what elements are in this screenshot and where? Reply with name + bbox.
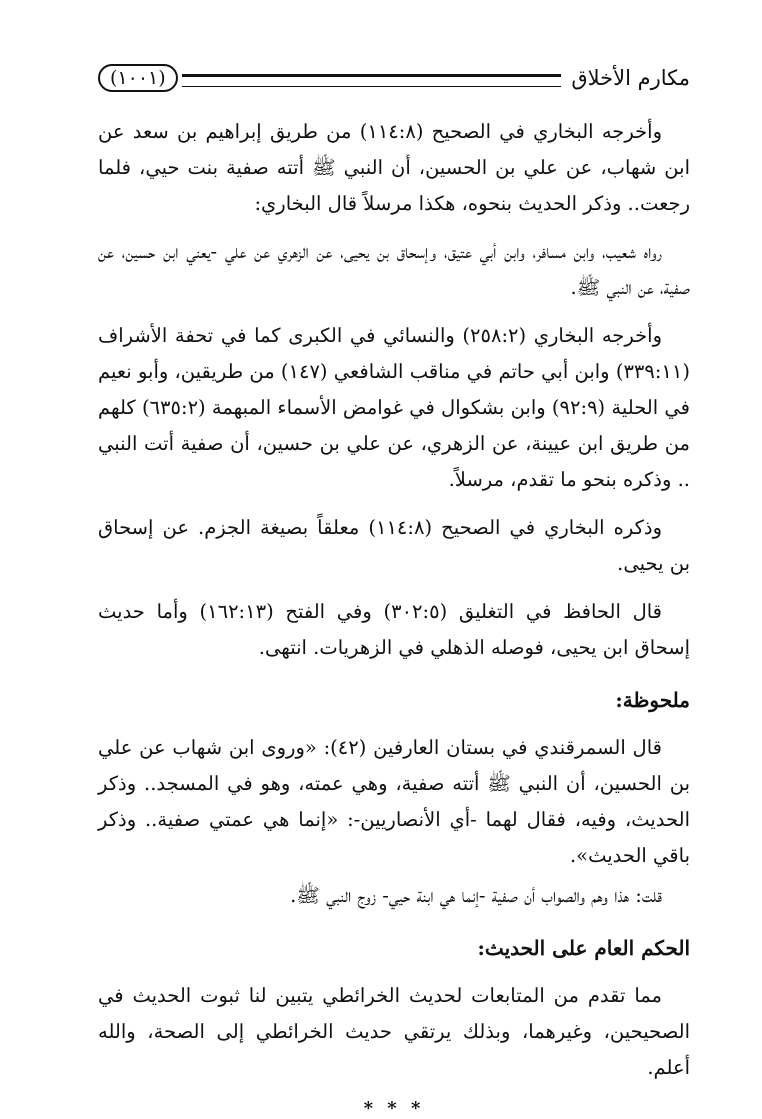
- paragraph-samarqandi: قال السمرقندي في بستان العارفين (٤٢): «وروى ابن شهاب عن علي بن الحسين، أن النبي ﷺ أتته صفية، وهي عمته، وهو في المسجد.. وذكر الحديث، وفيه، فقال لهما -أي الأنصاريين-: «إنما هي عمتي صفية.. وذكر باقي الحديث».: [98, 736, 690, 867]
- paragraph-conclusion: مما تقدم من المتابعات لحديث الخرائطي يتبين لنا ثبوت الحديث في الصحيحين، وغيرهما، وبذلك يرتقي حديث الخرائطي إلى الصحة، والله أعلم.: [98, 984, 690, 1079]
- paragraph-author-comment: قلت: هذا وهم والصواب أن صفية -إنما هي ابنة حيي- زوج النبي ﷺ.: [290, 884, 662, 907]
- closing-stars: * * *: [363, 1098, 425, 1119]
- paragraph-bukhari-sahih: وأخرجه البخاري في الصحيح (١١٤:٨) من طريق إبراهيم بن سعد عن ابن شهاب، عن علي بن الحسين، أن النبي ﷺ أتته صفية بنت حيي، فلما رجعت.. وذكر الحديث بنحوه، هكذا مرسلاً قال البخاري:: [98, 120, 690, 215]
- header-rule: [182, 74, 562, 87]
- page-header: [98, 56, 690, 100]
- paragraph-narrators: رواه شعيب، وابن مسافر، وابن أبي عتيق، وإسحاق بن يحيى، عن الزهري عن علي -يعني ابن حسين، عن صفية، عن النبي ﷺ.: [98, 240, 690, 299]
- heading-general-ruling: الحكم العام على الحديث:: [477, 936, 690, 960]
- page-number: (١٠٠١): [98, 64, 178, 92]
- running-title: مكارم الأخلاق: [571, 66, 690, 90]
- paragraph-bukhari-muallaq: وذكره البخاري في الصحيح (١١٤:٨) معلقاً بصيغة الجزم. عن إسحاق بن يحيى.: [98, 516, 690, 575]
- body-text: [98, 114, 690, 1119]
- heading-note: ملحوظة:: [615, 688, 690, 712]
- paragraph-hafiz: قال الحافظ في التغليق (٣٠٢:٥) وفي الفتح (١٦٢:١٣) وأما حديث إسحاق ابن يحيى، فوصله الذهلي في الزهريات. انتهى.: [98, 600, 690, 659]
- paragraph-bukhari-nasai: وأخرجه البخاري (٢٥٨:٢) والنسائي في الكبرى كما في تحفة الأشراف (٣٣٩:١١) وابن أبي حاتم في مناقب الشافعي (١٤٧) من طريقين، وأبو نعيم في الحلية (٩٢:٩) وابن بشكوال في غوامض الأسماء المبهمة (٦٣٥:٢) كلهم من طريق ابن عيينة، عن الزهري، عن علي بن حسين، أن صفية أتت النبي .. وذكره بنحو ما تقدم، مرسلاً.: [98, 324, 690, 491]
- document-page: [98, 56, 690, 1119]
